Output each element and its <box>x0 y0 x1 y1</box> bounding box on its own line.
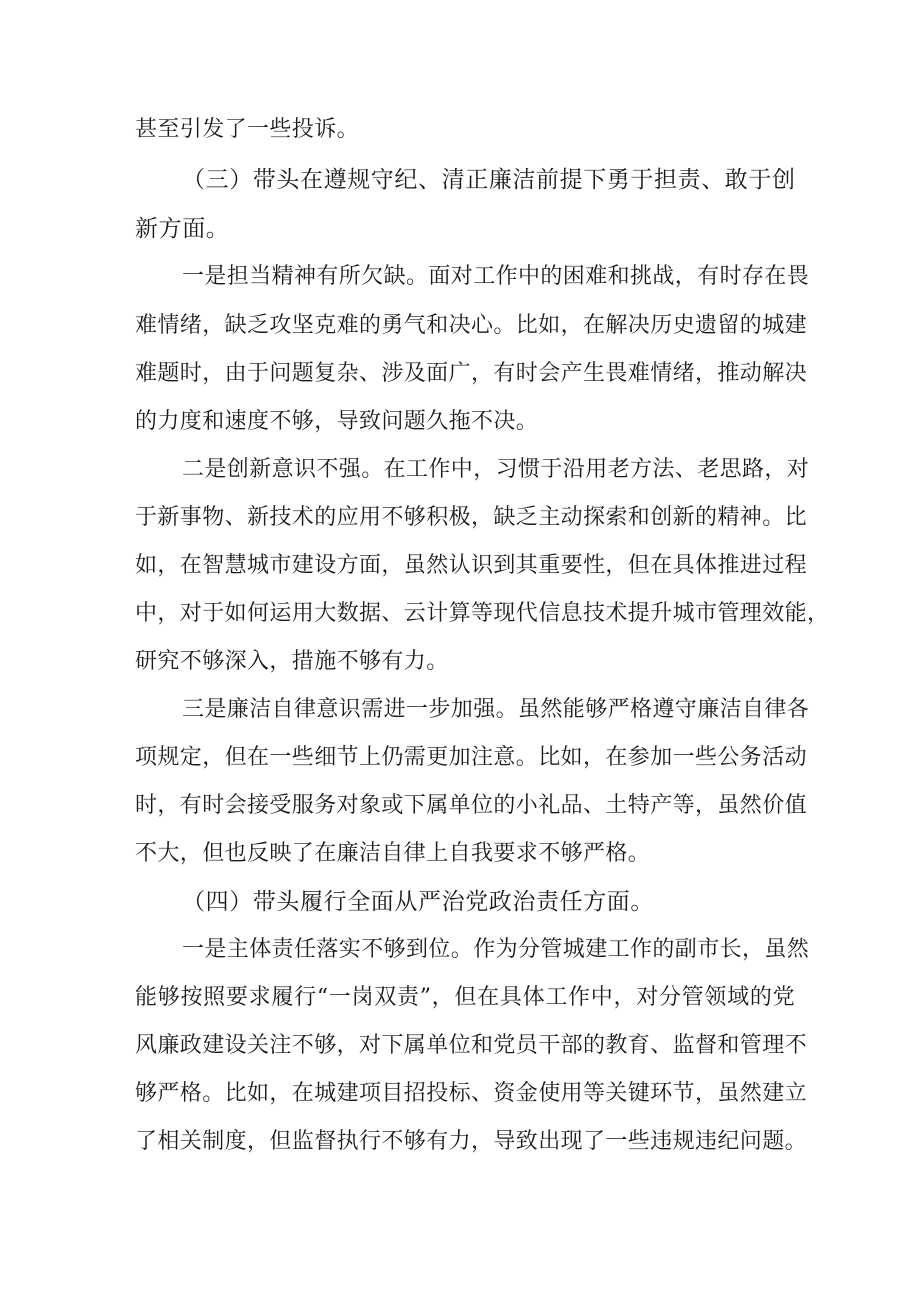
paragraph-line: 时，有时会接受服务对象或下属单位的小礼品、土特产等，虽然价值 <box>135 793 808 818</box>
paragraph-line: 项规定，但在一些细节上仍需更加注意。比如，在参加一些公务活动 <box>135 745 808 770</box>
paragraph-line: 三是廉洁自律意识需进一步加强。虽然能够严格遵守廉洁自律各 <box>182 697 810 722</box>
paragraph-line: 的力度和速度不够，导致问题久拖不决。 <box>135 409 539 434</box>
paragraph-line: 了相关制度，但监督执行不够有力，导致出现了一些违规违纪问题。 <box>135 1129 808 1154</box>
section-heading-continuation: 新方面。 <box>135 216 230 242</box>
section-heading: （四）带头履行全面从严治党政治责任方面。 <box>182 889 654 915</box>
paragraph-line: 研究不够深入，措施不够有力。 <box>135 649 449 674</box>
paragraph-line: 难情绪，缺乏攻坚克难的勇气和决心。比如，在解决历史遗留的城建 <box>135 313 808 338</box>
paragraph-line: 难题时，由于问题复杂、涉及面广，有时会产生畏难情绪，推动解决 <box>135 361 808 386</box>
paragraph-line: 中，对于如何运用大数据、云计算等现代信息技术提升城市管理效能， <box>135 601 830 626</box>
paragraph-line: 如，在智慧城市建设方面，虽然认识到其重要性，但在具体推进过程 <box>135 553 808 578</box>
paragraph-line: 二是创新意识不强。在工作中，习惯于沿用老方法、老思路，对 <box>182 457 810 482</box>
paragraph-line: 一是主体责任落实不够到位。作为分管城建工作的副市长，虽然 <box>182 937 810 962</box>
paragraph-line: 能够按照要求履行“一岗双责”，但在具体工作中，对分管领域的党 <box>135 985 795 1010</box>
paragraph-line: 不大，但也反映了在廉洁自律上自我要求不够严格。 <box>135 841 651 866</box>
paragraph-line: 够严格。比如，在城建项目招投标、资金使用等关键环节，虽然建立 <box>135 1081 808 1106</box>
paragraph-line: 一是担当精神有所欠缺。面对工作中的困难和挑战，有时存在畏 <box>182 264 810 289</box>
paragraph-line: 于新事物、新技术的应用不够积极，缺乏主动探索和创新的精神。比 <box>135 505 808 530</box>
text-line: 甚至引发了一些投诉。 <box>135 117 360 142</box>
section-heading: （三）带头在遵规守纪、清正廉洁前提下勇于担责、敢于创 <box>182 167 796 193</box>
paragraph-line: 风廉政建设关注不够，对下属单位和党员干部的教育、监督和管理不 <box>135 1033 808 1058</box>
